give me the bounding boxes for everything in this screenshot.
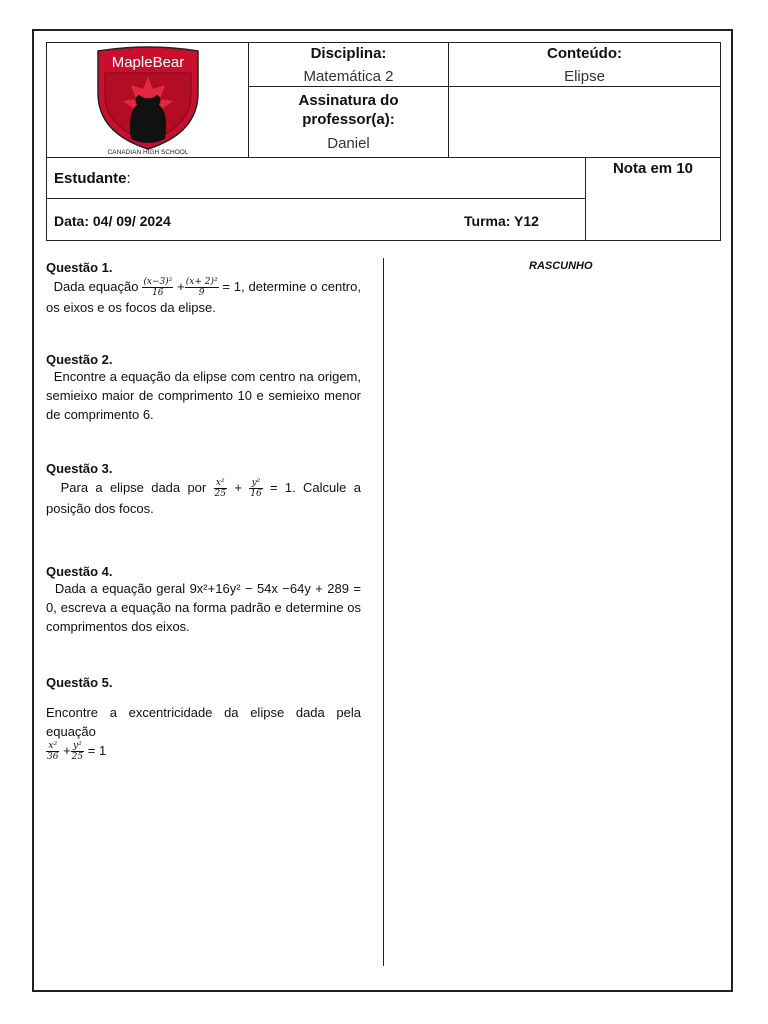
question-title: Questão 2. <box>46 352 113 367</box>
q3-fraction-2 <box>249 478 262 499</box>
question-text <box>46 277 361 317</box>
question-title: Questão 4. <box>46 564 113 579</box>
q3-frac2-den: 16 <box>250 489 262 500</box>
estudante-label: Estudante <box>54 170 127 187</box>
question-title: Questão 3. <box>46 461 113 476</box>
q4-text: Dada a equação geral 9x²+16y² − 54x −64y + 289 = 0, escreva a equação na forma padrão e determine os comprimentos dos eixos. <box>46 581 361 634</box>
signature-blank-cell <box>448 86 721 158</box>
q3-frac1-num: x² <box>214 478 227 489</box>
nota-cell <box>585 157 721 241</box>
logo-brand-text: MapleBear <box>111 54 185 71</box>
q1-frac2-den: 9 <box>198 288 205 299</box>
conteudo-value: Elipse <box>564 68 605 85</box>
logo-subtitle-text: CANADIAN HIGH SCHOOL <box>107 149 189 156</box>
question-title: Questão 5. <box>46 675 113 690</box>
q5-text: Encontre a excentricidade da elipse dada pela equação <box>46 705 361 739</box>
disciplina-value: Matemática 2 <box>303 68 394 85</box>
q3-pre: Para a elipse dada por <box>60 480 214 495</box>
estudante-cell <box>46 157 586 199</box>
estudante-colon: : <box>126 170 131 187</box>
question-2 <box>46 352 361 424</box>
question-3 <box>46 461 361 518</box>
q5-fraction-2 <box>71 741 84 762</box>
turma-label: Turma: Y12 <box>464 213 539 229</box>
conteudo-label: Conteúdo: <box>547 45 622 62</box>
nota-label: Nota em 10 <box>612 160 694 177</box>
q5-frac1-num: x² <box>46 741 59 752</box>
question-4 <box>46 564 361 636</box>
q1-pre: Dada equação <box>53 279 143 294</box>
q1-fraction-2 <box>185 277 219 298</box>
q5-frac1-den: 36 <box>47 752 59 763</box>
question-text <box>46 579 361 636</box>
q1-frac1-num: (x−3)² <box>143 277 173 288</box>
question-text <box>46 367 361 424</box>
q5-post: = 1 <box>87 743 107 758</box>
header-logo-cell <box>46 42 249 158</box>
q3-frac1-den: 25 <box>214 489 226 500</box>
q3-frac2-num: y² <box>249 478 262 489</box>
data-turma-cell <box>46 198 586 241</box>
q3-plus: + <box>234 480 242 495</box>
question-title: Questão 1. <box>46 260 113 275</box>
assinatura-label-1: Assinatura do <box>298 92 399 109</box>
conteudo-cell <box>448 42 721 87</box>
column-divider <box>383 258 384 966</box>
q3-post: = 1. Calcule a posição dos focos. <box>46 480 361 517</box>
q1-frac1-den: 16 <box>152 288 164 299</box>
assinatura-label-2: professor(a): <box>302 111 395 128</box>
question-5 <box>46 675 361 762</box>
question-1 <box>46 260 361 317</box>
maplebear-logo <box>47 43 250 159</box>
disciplina-cell <box>248 42 449 87</box>
assinatura-cell <box>248 86 449 158</box>
q5-fraction-1 <box>46 741 59 762</box>
rascunho-label: RASCUNHO <box>529 260 593 272</box>
q5-frac2-den: 25 <box>71 752 84 763</box>
q1-fraction-1 <box>142 277 173 298</box>
professor-value: Daniel <box>327 135 370 152</box>
disciplina-label: Disciplina: <box>310 45 387 62</box>
data-label: Data: 04/ 09/ 2024 <box>54 213 171 229</box>
estudante-line <box>54 170 131 187</box>
q5-frac2-num: y² <box>71 741 84 752</box>
q1-plus: + <box>177 279 185 294</box>
question-text <box>46 478 361 518</box>
q1-post: = 1, determine o centro, os eixos e os focos da elipse. <box>46 279 361 316</box>
q5-plus: + <box>63 743 71 758</box>
q2-text: Encontre a equação da elipse com centro na origem, semieixo maior de comprimento 10 e semieixo menor de comprimento 6. <box>46 369 361 422</box>
q1-frac2-num: (x+ 2)² <box>185 277 218 288</box>
question-text <box>46 703 361 762</box>
q3-fraction-1 <box>214 478 227 499</box>
